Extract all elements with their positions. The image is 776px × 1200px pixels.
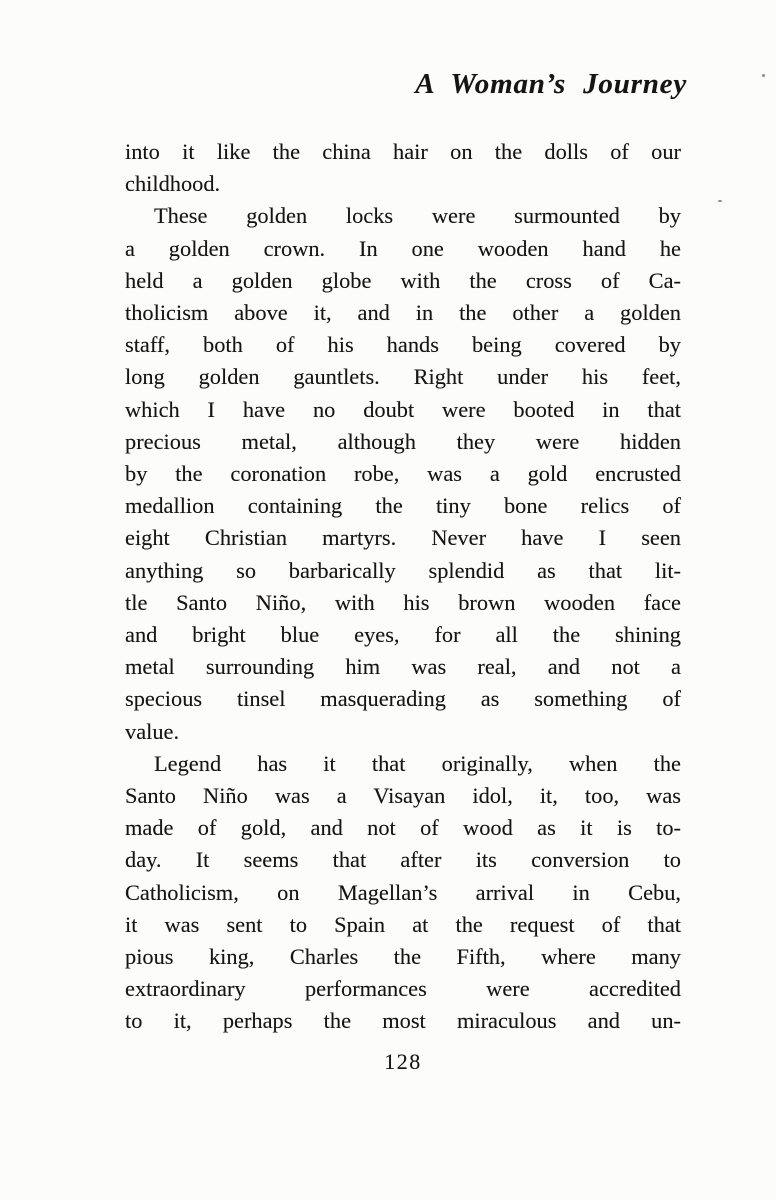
text-line: eight Christian martyrs. Never have I seen bbox=[125, 525, 681, 551]
text-line: long golden gauntlets. Right under his feet, bbox=[125, 364, 681, 390]
text-line: metal surrounding him was real, and not a bbox=[125, 654, 681, 680]
running-header: A Woman’s Journey bbox=[415, 68, 687, 100]
text-line: value. bbox=[125, 718, 180, 744]
text-line: day. It seems that after its conversion to bbox=[125, 847, 681, 873]
text-line: extraordinary performances were accredited bbox=[125, 976, 681, 1002]
text-line: Legend has it that originally, when the bbox=[154, 750, 681, 776]
text-line: which I have no doubt were booted in that bbox=[125, 396, 681, 422]
text-line: Santo Niño was a Visayan idol, it, too, was bbox=[125, 783, 681, 809]
text-line: staff, both of his hands being covered by bbox=[125, 332, 681, 358]
text-line: to it, perhaps the most miraculous and un- bbox=[125, 1008, 681, 1034]
scan-speck bbox=[718, 200, 722, 202]
text-line: a golden crown. In one wooden hand he bbox=[125, 235, 681, 261]
text-line: specious tinsel masquerading as something of bbox=[125, 686, 681, 712]
text-line: anything so barbarically splendid as that lit- bbox=[125, 557, 681, 583]
text-line: These golden locks were surmounted by bbox=[154, 203, 681, 229]
text-line: and bright blue eyes, for all the shining bbox=[125, 622, 681, 648]
scan-speck bbox=[762, 74, 765, 77]
text-line: medallion containing the tiny bone relics of bbox=[125, 493, 681, 519]
text-line: it was sent to Spain at the request of that bbox=[125, 911, 681, 937]
text-line: by the coronation robe, was a gold encrusted bbox=[125, 461, 681, 487]
text-line: tholicism above it, and in the other a golden bbox=[125, 300, 681, 326]
body-text bbox=[125, 136, 681, 1038]
text-line: pious king, Charles the Fifth, where many bbox=[125, 944, 681, 970]
text-line: into it like the china hair on the dolls of our bbox=[125, 139, 681, 164]
text-line: Catholicism, on Magellan’s arrival in Cebu, bbox=[125, 879, 681, 905]
text-line: tle Santo Niño, with his brown wooden face bbox=[125, 589, 681, 615]
text-line: made of gold, and not of wood as it is to- bbox=[125, 815, 681, 841]
text-line: precious metal, although they were hidden bbox=[125, 428, 681, 454]
page-number: 128 bbox=[384, 1049, 422, 1074]
text-line: held a golden globe with the cross of Ca- bbox=[125, 267, 681, 293]
text-line: childhood. bbox=[125, 171, 221, 197]
